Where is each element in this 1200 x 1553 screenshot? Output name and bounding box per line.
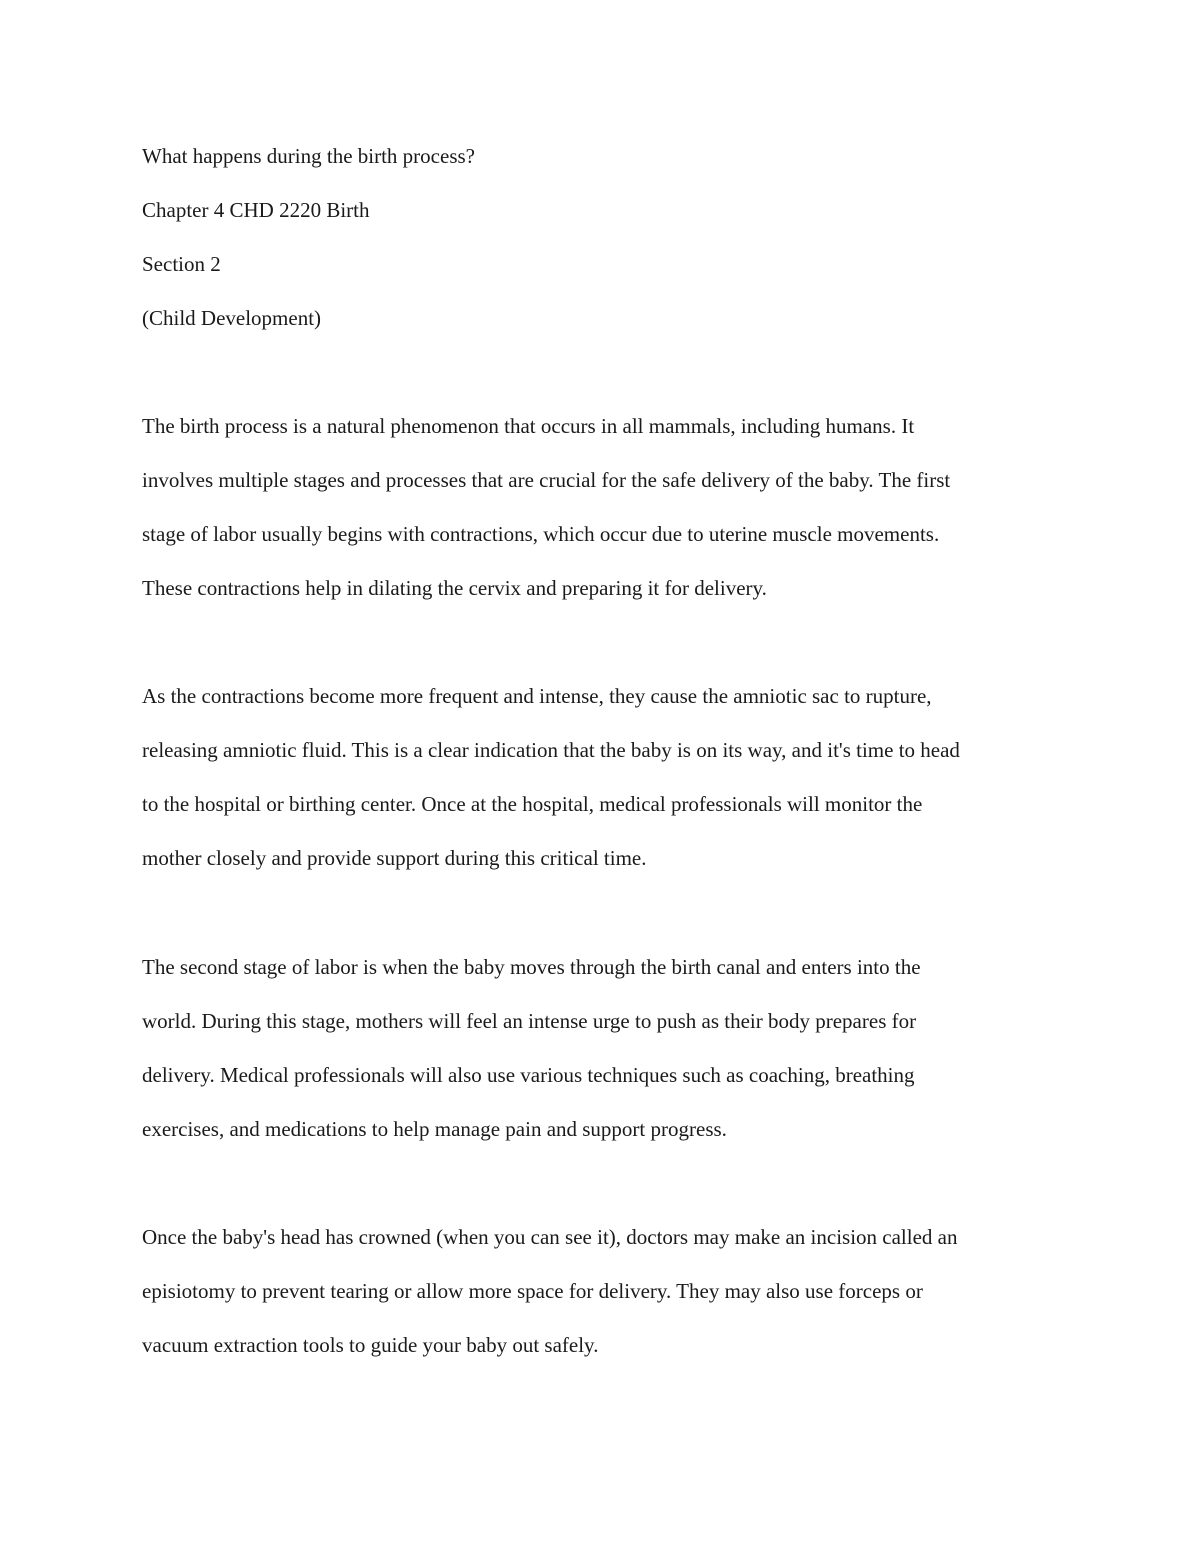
paragraph-4: [142, 1210, 1072, 1372]
paragraph-line: vacuum extraction tools to guide your baby out safely.: [142, 1333, 599, 1357]
document-header: [142, 129, 1072, 345]
paragraph-line: mother closely and provide support during this critical time.: [142, 846, 647, 870]
paragraph-2: [142, 669, 1072, 885]
paragraph-line: releasing amniotic fluid. This is a clear indication that the baby is on its way, and it's time to head: [142, 738, 960, 762]
paragraph-1: [142, 399, 1072, 615]
paragraph-line: These contractions help in dilating the cervix and preparing it for delivery.: [142, 576, 767, 600]
paragraph-line: The second stage of labor is when the baby moves through the birth canal and enters into the: [142, 955, 921, 979]
paragraph-line: world. During this stage, mothers will feel an intense urge to push as their body prepares for: [142, 1009, 917, 1033]
question-title: What happens during the birth process?: [142, 144, 475, 168]
subject-label: (Child Development): [142, 306, 322, 330]
paragraph-line: to the hospital or birthing center. Once at the hospital, medical professionals will monitor the: [142, 792, 923, 816]
paragraph-line: involves multiple stages and processes that are crucial for the safe delivery of the baby. The first: [142, 468, 951, 492]
paragraph-line: delivery. Medical professionals will also use various techniques such as coaching, breathing: [142, 1063, 915, 1087]
section-label: Section 2: [142, 252, 221, 276]
course-title: Chapter 4 CHD 2220 Birth: [142, 198, 370, 222]
paragraph-line: stage of labor usually begins with contractions, which occur due to uterine muscle movements.: [142, 522, 940, 546]
paragraph-line: The birth process is a natural phenomenon that occurs in all mammals, including humans. It: [142, 414, 915, 438]
paragraph-line: exercises, and medications to help manage pain and support progress.: [142, 1117, 727, 1141]
paragraph-line: As the contractions become more frequent and intense, they cause the amniotic sac to rupture,: [142, 684, 932, 708]
paragraph-line: Once the baby's head has crowned (when you can see it), doctors may make an incision called an: [142, 1225, 958, 1249]
paragraph-3: [142, 940, 1072, 1156]
paragraph-line: episiotomy to prevent tearing or allow more space for delivery. They may also use forceps or: [142, 1279, 923, 1303]
